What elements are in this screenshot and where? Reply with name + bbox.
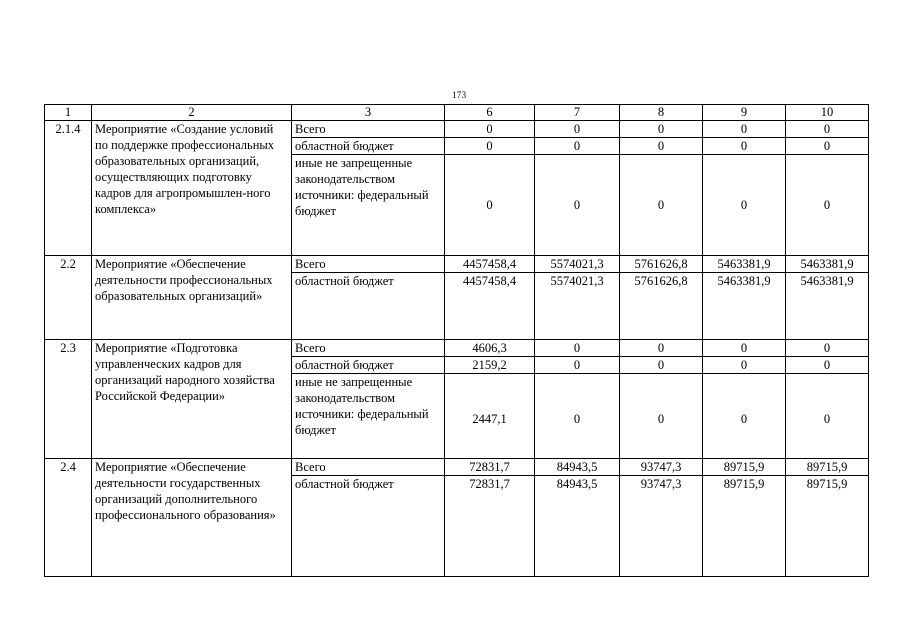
value-cell: 0: [445, 138, 535, 155]
value-cell: 84943,5: [535, 459, 620, 476]
value-cell: 4457458,4: [445, 273, 535, 340]
funding-source: Всего: [292, 459, 445, 476]
value-cell: 0: [620, 374, 703, 459]
value-cell: 0: [620, 121, 703, 138]
value-cell: 5761626,8: [620, 256, 703, 273]
value-cell: 93747,3: [620, 476, 703, 577]
value-cell: 0: [786, 121, 869, 138]
value-cell: 5574021,3: [535, 256, 620, 273]
table-header-row: [45, 105, 869, 121]
value-cell: 0: [703, 121, 786, 138]
value-cell: 0: [445, 155, 535, 256]
value-cell: 89715,9: [703, 476, 786, 577]
value-cell: 93747,3: [620, 459, 703, 476]
value-cell: 0: [786, 357, 869, 374]
value-cell: 0: [535, 121, 620, 138]
funding-source: Всего: [292, 256, 445, 273]
value-cell: 0: [620, 340, 703, 357]
column-header: 7: [535, 105, 620, 121]
row-code: 2.3: [45, 340, 92, 459]
value-cell: 0: [620, 357, 703, 374]
value-cell: 0: [786, 138, 869, 155]
table-row: [45, 256, 869, 273]
value-cell: 0: [703, 374, 786, 459]
column-header: 9: [703, 105, 786, 121]
funding-source: иные не запрещенные законодательством источники: федеральный бюджет: [292, 374, 445, 459]
value-cell: 0: [786, 374, 869, 459]
column-header: 10: [786, 105, 869, 121]
value-cell: 72831,7: [445, 476, 535, 577]
funding-source: областной бюджет: [292, 476, 445, 577]
value-cell: 0: [703, 155, 786, 256]
measure-name: Мероприятие «Подготовка управленческих кадров для организаций народного хозяйства Российской Федерации»: [92, 340, 292, 459]
value-cell: 2159,2: [445, 357, 535, 374]
value-cell: 5463381,9: [703, 273, 786, 340]
value-cell: 0: [445, 121, 535, 138]
value-cell: 72831,7: [445, 459, 535, 476]
budget-table: [44, 104, 869, 577]
value-cell: 5761626,8: [620, 273, 703, 340]
value-cell: 0: [620, 138, 703, 155]
column-header: 3: [292, 105, 445, 121]
column-header: 1: [45, 105, 92, 121]
value-cell: 0: [535, 357, 620, 374]
value-cell: 2447,1: [445, 374, 535, 459]
value-cell: 4606,3: [445, 340, 535, 357]
value-cell: 0: [620, 155, 703, 256]
value-cell: 5463381,9: [786, 273, 869, 340]
table-row: [45, 121, 869, 138]
measure-name: Мероприятие «Создание условий по поддержке профессиональных образовательных организаций, осуществляющих подготовку кадров для агропромышлен-ного комплекса»: [92, 121, 292, 256]
value-cell: 0: [703, 340, 786, 357]
page-number: 173: [452, 90, 467, 100]
measure-name: Мероприятие «Обеспечение деятельности профессиональных образовательных организаций»: [92, 256, 292, 340]
funding-source: Всего: [292, 340, 445, 357]
value-cell: 5463381,9: [786, 256, 869, 273]
value-cell: 84943,5: [535, 476, 620, 577]
funding-source: Всего: [292, 121, 445, 138]
measure-name: Мероприятие «Обеспечение деятельности государственных организаций дополнительного профессионального образования»: [92, 459, 292, 577]
value-cell: 0: [535, 155, 620, 256]
value-cell: 0: [703, 138, 786, 155]
value-cell: 4457458,4: [445, 256, 535, 273]
column-header: 2: [92, 105, 292, 121]
row-code: 2.2: [45, 256, 92, 340]
value-cell: 0: [786, 155, 869, 256]
funding-source: областной бюджет: [292, 138, 445, 155]
value-cell: 89715,9: [786, 459, 869, 476]
funding-source: иные не запрещенные законодательством источники: федеральный бюджет: [292, 155, 445, 256]
value-cell: 0: [535, 374, 620, 459]
table-row: [45, 459, 869, 476]
funding-source: областной бюджет: [292, 273, 445, 340]
value-cell: 5574021,3: [535, 273, 620, 340]
value-cell: 0: [535, 340, 620, 357]
value-cell: 0: [535, 138, 620, 155]
value-cell: 0: [786, 340, 869, 357]
value-cell: 0: [703, 357, 786, 374]
row-code: 2.4: [45, 459, 92, 577]
column-header: 6: [445, 105, 535, 121]
value-cell: 89715,9: [703, 459, 786, 476]
column-header: 8: [620, 105, 703, 121]
value-cell: 5463381,9: [703, 256, 786, 273]
row-code: 2.1.4: [45, 121, 92, 256]
value-cell: 89715,9: [786, 476, 869, 577]
funding-source: областной бюджет: [292, 357, 445, 374]
table-row: [45, 340, 869, 357]
